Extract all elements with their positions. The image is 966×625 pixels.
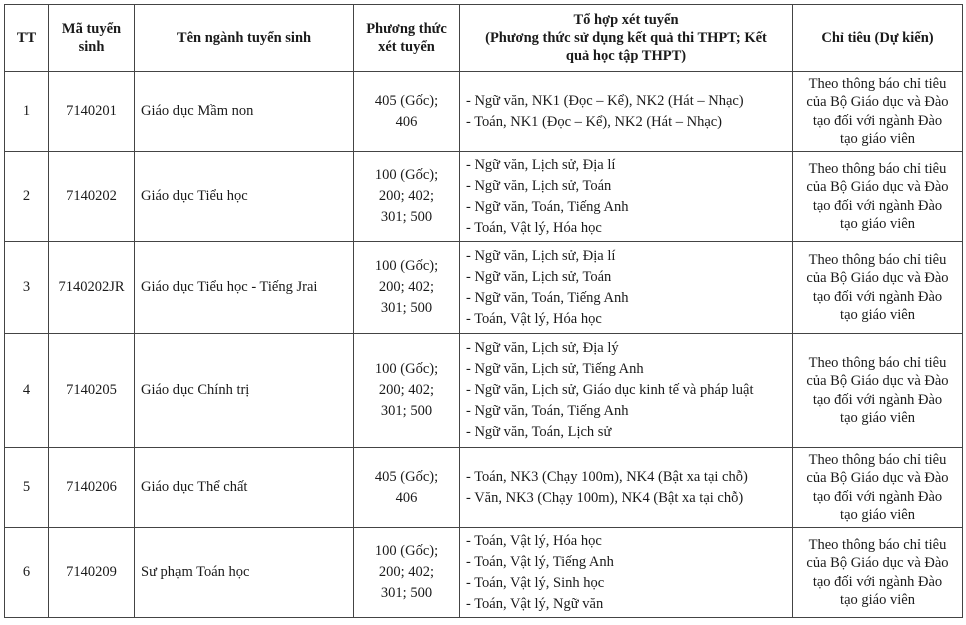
cell-chi-tieu: Theo thông báo chỉ tiêu của Bộ Giáo dục và Đào tạo đối với ngành Đào tạo giáo viên [793, 448, 963, 528]
table-row [5, 72, 963, 152]
cell-phuong-thuc: 100 (Gốc); 200; 402; 301; 500 [354, 242, 460, 334]
cell-to-hop: - Ngữ văn, Lịch sử, Địa lý - Ngữ văn, Lịch sử, Tiếng Anh - Ngữ văn, Lịch sử, Giáo dục kinh tế và pháp luật - Ngữ văn, Toán, Tiếng Anh - Ngữ văn, Toán, Lịch sử [460, 334, 793, 448]
cell-ten: Giáo dục Chính trị [135, 334, 354, 448]
table-row [5, 334, 963, 448]
cell-ten: Giáo dục Tiểu học [135, 152, 354, 242]
cell-phuong-thuc: 100 (Gốc); 200; 402; 301; 500 [354, 152, 460, 242]
admissions-table [4, 4, 963, 618]
header-chi-tieu: Chỉ tiêu (Dự kiến) [793, 5, 963, 72]
cell-tt: 2 [5, 152, 49, 242]
cell-ma: 7140201 [49, 72, 135, 152]
cell-tt: 5 [5, 448, 49, 528]
cell-chi-tieu: Theo thông báo chỉ tiêu của Bộ Giáo dục và Đào tạo đối với ngành Đào tạo giáo viên [793, 528, 963, 618]
header-ten: Tên ngành tuyển sinh [135, 5, 354, 72]
header-tt: TT [5, 5, 49, 72]
cell-phuong-thuc: 100 (Gốc); 200; 402; 301; 500 [354, 334, 460, 448]
cell-ten: Giáo dục Thể chất [135, 448, 354, 528]
cell-phuong-thuc: 405 (Gốc); 406 [354, 448, 460, 528]
cell-chi-tieu: Theo thông báo chỉ tiêu của Bộ Giáo dục và Đào tạo đối với ngành Đào tạo giáo viên [793, 152, 963, 242]
cell-chi-tieu: Theo thông báo chỉ tiêu của Bộ Giáo dục và Đào tạo đối với ngành Đào tạo giáo viên [793, 334, 963, 448]
cell-ma: 7140202 [49, 152, 135, 242]
cell-ma: 7140202JR [49, 242, 135, 334]
header-phuong-thuc: Phương thức xét tuyển [354, 5, 460, 72]
cell-to-hop: - Ngữ văn, Lịch sử, Địa lí - Ngữ văn, Lịch sử, Toán - Ngữ văn, Toán, Tiếng Anh - Toán, Vật lý, Hóa học [460, 242, 793, 334]
cell-ten: Giáo dục Mầm non [135, 72, 354, 152]
header-ma: Mã tuyển sinh [49, 5, 135, 72]
cell-ma: 7140205 [49, 334, 135, 448]
cell-to-hop: - Toán, Vật lý, Hóa học - Toán, Vật lý, Tiếng Anh - Toán, Vật lý, Sinh học - Toán, Vật lý, Ngữ văn [460, 528, 793, 618]
cell-tt: 4 [5, 334, 49, 448]
cell-to-hop: - Ngữ văn, Lịch sử, Địa lí - Ngữ văn, Lịch sử, Toán - Ngữ văn, Toán, Tiếng Anh - Toán, Vật lý, Hóa học [460, 152, 793, 242]
cell-tt: 3 [5, 242, 49, 334]
cell-ten: Sư phạm Toán học [135, 528, 354, 618]
cell-phuong-thuc: 100 (Gốc); 200; 402; 301; 500 [354, 528, 460, 618]
cell-to-hop: - Ngữ văn, NK1 (Đọc – Kể), NK2 (Hát – Nhạc) - Toán, NK1 (Đọc – Kể), NK2 (Hát – Nhạc) [460, 72, 793, 152]
table-row [5, 448, 963, 528]
cell-tt: 6 [5, 528, 49, 618]
header-row [5, 5, 963, 72]
table-row [5, 242, 963, 334]
cell-phuong-thuc: 405 (Gốc); 406 [354, 72, 460, 152]
cell-ma: 7140206 [49, 448, 135, 528]
cell-ma: 7140209 [49, 528, 135, 618]
cell-chi-tieu: Theo thông báo chỉ tiêu của Bộ Giáo dục và Đào tạo đối với ngành Đào tạo giáo viên [793, 72, 963, 152]
table-row [5, 528, 963, 618]
cell-chi-tieu: Theo thông báo chỉ tiêu của Bộ Giáo dục và Đào tạo đối với ngành Đào tạo giáo viên [793, 242, 963, 334]
cell-to-hop: - Toán, NK3 (Chạy 100m), NK4 (Bật xa tại chỗ) - Văn, NK3 (Chạy 100m), NK4 (Bật xa tại chỗ) [460, 448, 793, 528]
table-row [5, 152, 963, 242]
cell-tt: 1 [5, 72, 49, 152]
cell-ten: Giáo dục Tiểu học - Tiếng Jrai [135, 242, 354, 334]
header-to-hop: Tổ hợp xét tuyển (Phương thức sử dụng kết quả thi THPT; Kết quả học tập THPT) [460, 5, 793, 72]
